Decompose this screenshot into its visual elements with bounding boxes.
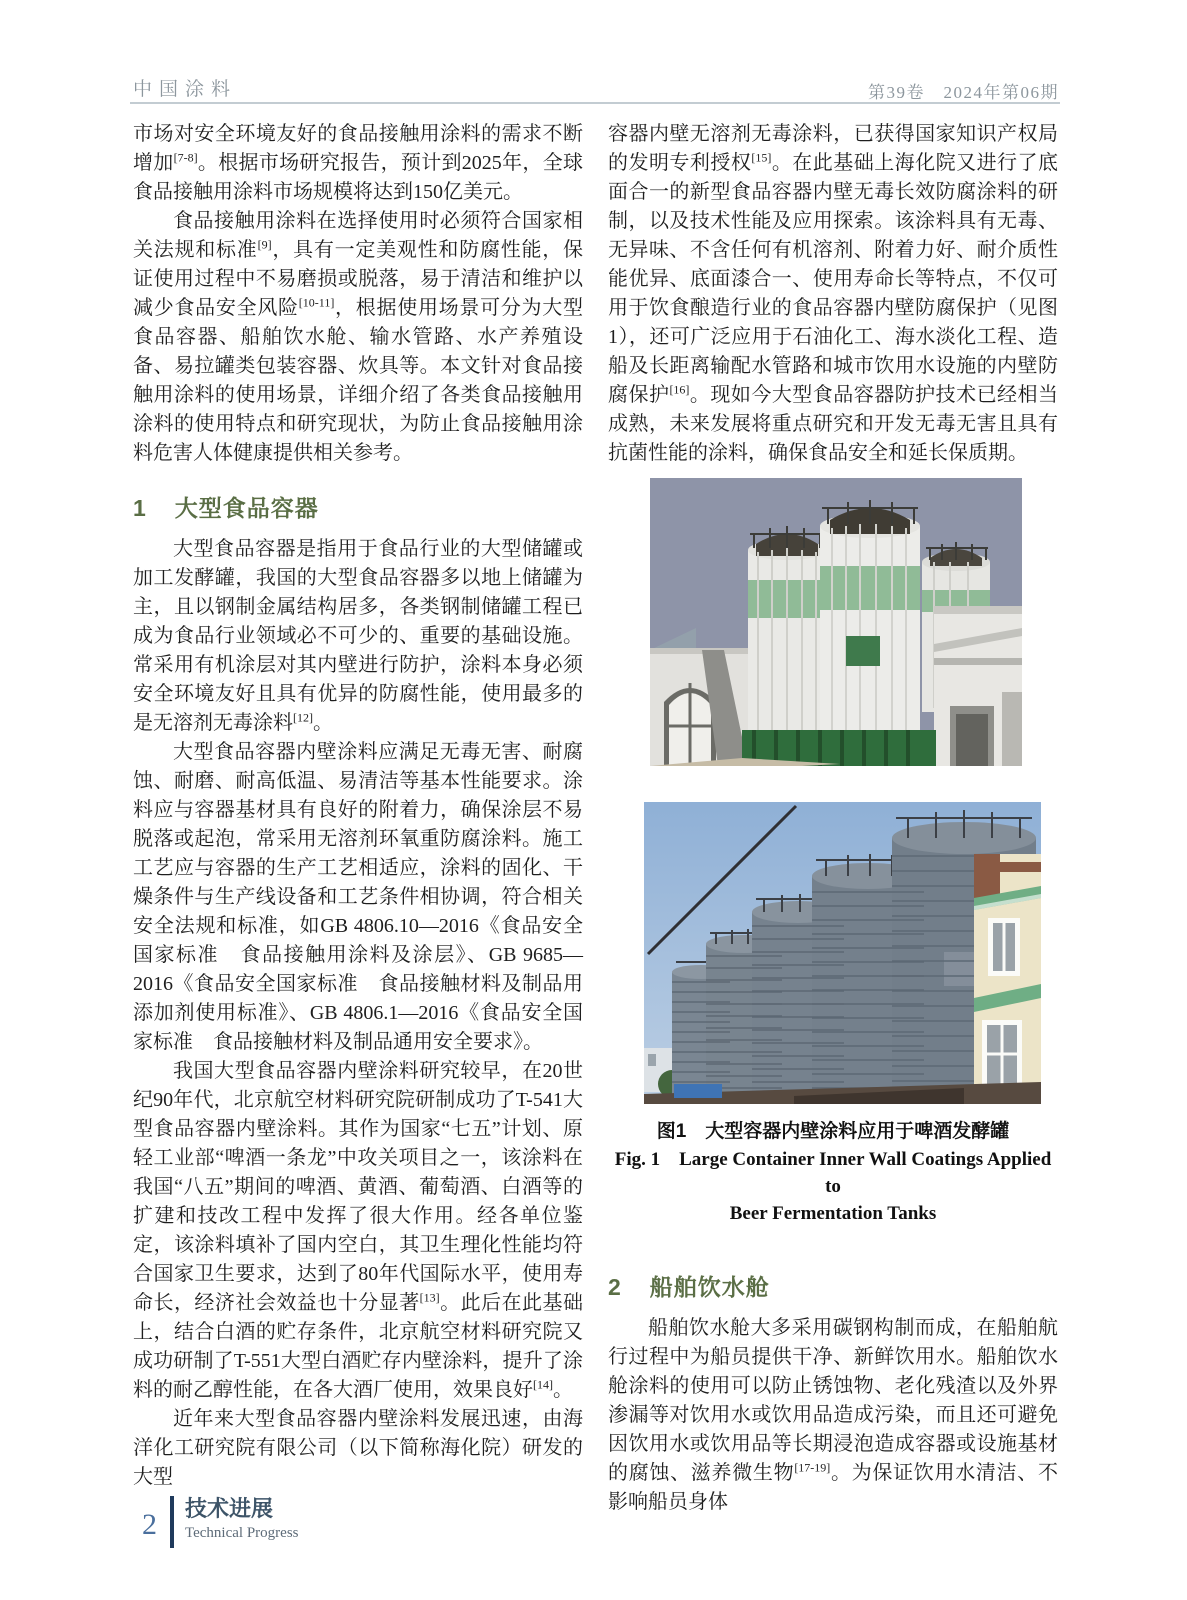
left-column	[133, 120, 583, 1492]
paragraph: 大型食品容器内壁涂料应满足无毒无害、耐腐蚀、耐磨、耐高低温、易清洁等基本性能要求。涂料应与容器基材具有良好的附着力，确保涂层不易脱落或起泡，常采用无溶剂环氧重防腐涂料。施工工艺应与容器的生产工艺相适应，涂料的固化、干燥条件与生产线设备和工艺条件相协调，符合相关安全法规和标准，如GB 4806.10—2016《食品安全国家标准 食品接触用涂料及涂层》、GB 9685—2016《食品安全国家标准 食品接触材料及制品用添加剂使用标准》、GB 4806.1—2016《食品安全国家标准 食品接触材料及制品通用安全要求》。	[133, 741, 583, 1053]
figure1-caption-en-line2: Beer Fermentation Tanks	[729, 1203, 937, 1224]
footer-column-zh: 技术进展	[185, 1496, 274, 1521]
right-column	[608, 120, 1058, 1517]
section-title: 大型食品容器	[174, 495, 319, 521]
figure1-caption	[608, 1118, 1058, 1227]
section-number: 1	[133, 495, 147, 521]
footer-column-en: Technical Progress	[185, 1525, 299, 1541]
footer-column-label	[185, 1494, 299, 1542]
paragraph: 我国大型食品容器内壁涂料研究较早，在20世纪90年代，北京航空材料研究院研制成功了T-541大型食品容器内壁涂料。其作为国家“七五”计划、原轻工业部“啤酒一条龙”中攻关项目之一，该涂料在我国“八五”期间的啤酒、黄酒、葡萄酒、白酒等的扩建和技改工程中发挥了很大作用。经各单位鉴定，该涂料填补了国内空白，其卫生理化性能均符合国家卫生要求，达到了80年代国际水平，使用寿命长，经济社会效益也十分显著[13]。此后在此基础上，结合白酒的贮存条件，北京航空材料研究院又成功研制了T-551大型白酒贮存内壁涂料，提升了涂料的耐乙醇性能，在各大酒厂使用，效果良好[14]。	[133, 1060, 584, 1401]
paragraph: 容器内壁无溶剂无毒涂料，已获得国家知识产权局的发明专利授权[15]。在此基础上海化院又进行了底面合一的新型食品容器内壁无毒长效防腐涂料的研制，以及技术性能及应用探索。该涂料具有无毒、无异味、不含任何有机溶剂、附着力好、耐介质性能优异、底面漆合一、使用寿命长等特点，不仅可用于饮食酿造行业的食品容器内壁防腐保护（见图1），还可广泛应用于石油化工、海水淡化工程、造船及长距离输配水管路和城市饮用水设施的内壁防腐保护[16]。现如今大型食品容器防护技术已经相当成熟，未来发展将重点研究和开发无毒无害且具有抗菌性能的涂料，确保食品安全和延长保质期。	[608, 123, 1059, 464]
section-heading-2	[608, 1269, 1058, 1302]
paragraph: 近年来大型食品容器内壁涂料发展迅速，由海洋化工研究院有限公司（以下简称海化院）研发的大型	[133, 1408, 583, 1488]
paragraph: 船舶饮水舱大多采用碳钢构制而成，在船舶航行过程中为船员提供干净、新鲜饮用水。船舶饮水舱涂料的使用可以防止锈蚀物、老化残渣以及外界渗漏等对饮用水或饮用品造成污染，而且还可避免因饮用水或饮用品等长期浸泡造成容器或设施基材的腐蚀、滋养微生物[17-19]。为保证饮用水清洁、不影响船员身体	[608, 1317, 1059, 1513]
figure1-caption-zh: 图1 大型容器内壁涂料应用于啤酒发酵罐	[656, 1121, 1010, 1142]
volume-issue: 第39卷 2024年第06期	[868, 83, 1059, 102]
page-number: 2	[142, 1508, 157, 1541]
paragraph: 大型食品容器是指用于食品行业的大型储罐或加工发酵罐，我国的大型食品容器多以地上储罐为主，且以钢制金属结构居多，各类钢制储罐工程已成为食品行业领域必不可少的、重要的基础设施。常采用有机涂层对其内壁进行防护，涂料本身必须安全环境友好且具有优异的防腐性能，使用最多的是无溶剂无毒涂料[12]。	[133, 538, 583, 734]
section-number: 2	[608, 1274, 622, 1300]
footer-divider-bar	[170, 1496, 174, 1548]
page-footer	[142, 1494, 299, 1548]
figure1-photo-silos	[644, 802, 1041, 1104]
figure1-caption-en-line1: Fig. 1 Large Container Inner Wall Coatings Applied to	[614, 1149, 1052, 1197]
header-rule	[130, 102, 1060, 104]
paragraph: 市场对安全环境友好的食品接触用涂料的需求不断增加[7-8]。根据市场研究报告，预计到2025年，全球食品接触用涂料市场规模将达到150亿美元。	[133, 123, 584, 203]
section-heading-1	[133, 490, 583, 523]
journal-title: 中国涂料	[133, 79, 238, 100]
figure1-photo-fermentation-tanks	[650, 478, 1022, 766]
paragraph: 食品接触用涂料在选择使用时必须符合国家相关法规和标准[9]，具有一定美观性和防腐性能，保证使用过程中不易磨损或脱落，易于清洁和维护以减少食品安全风险[10-11]，根据使用场景可分为大型食品容器、船舶饮水舱、输水管路、水产养殖设备、易拉罐类包装容器、炊具等。本文针对食品接触用涂料的使用场景，详细介绍了各类食品接触用涂料的使用特点和研究现状，为防止食品接触用涂料危害人体健康提供相关参考。	[133, 210, 584, 464]
section-title: 船舶饮水舱	[649, 1274, 770, 1300]
